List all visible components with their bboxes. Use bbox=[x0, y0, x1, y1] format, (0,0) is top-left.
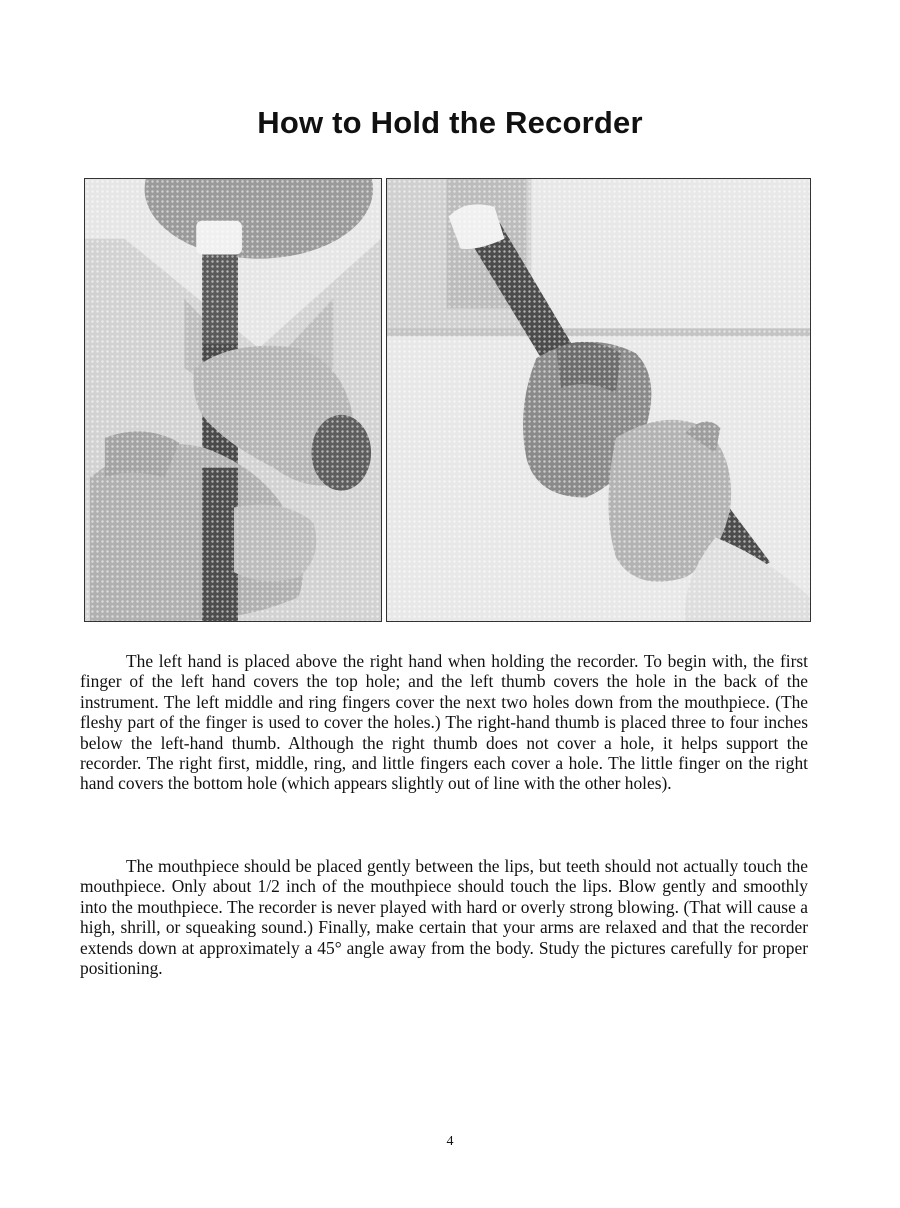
front-view-photo bbox=[84, 178, 382, 622]
side-view-illustration bbox=[387, 179, 810, 621]
page-title: How to Hold the Recorder bbox=[257, 104, 643, 140]
paragraph-hand-position: The left hand is placed above the right hand when holding the recorder. To begin with, the first finger of the left hand covers the top hole; and the left thumb covers the hole in the back of the instrument. The left middle and ring fingers cover the next two holes down from the mouthpiece. (The fleshy part of the finger is used to cover the holes.) The right-hand thumb is placed three to four inches below the left-hand thumb. Although the right thumb does not cover a hole, it helps support the recorder. The right first, middle, ring, and little fingers each cover a hole. The little finger on the right hand covers the bottom hole (which appears slightly out of line with the other holes). bbox=[80, 651, 808, 794]
paragraph-mouthpiece: The mouthpiece should be placed gently between the lips, but teeth should not actually touch the mouthpiece. Only about 1/2 inch of the mouthpiece should touch the lips. Blow gently and smoothly into the mouthpiece. The recorder is never played with hard or overly strong blowing. (That will cause a high, shrill, or squeaking sound.) Finally, make certain that your arms are relaxed and that the recorder extends down at approximately a 45° angle away from the body. Study the pictures carefully for proper positioning. bbox=[80, 856, 808, 979]
side-view-photo bbox=[386, 178, 811, 622]
front-view-illustration bbox=[85, 179, 381, 621]
page-number: 4 bbox=[446, 1134, 454, 1149]
